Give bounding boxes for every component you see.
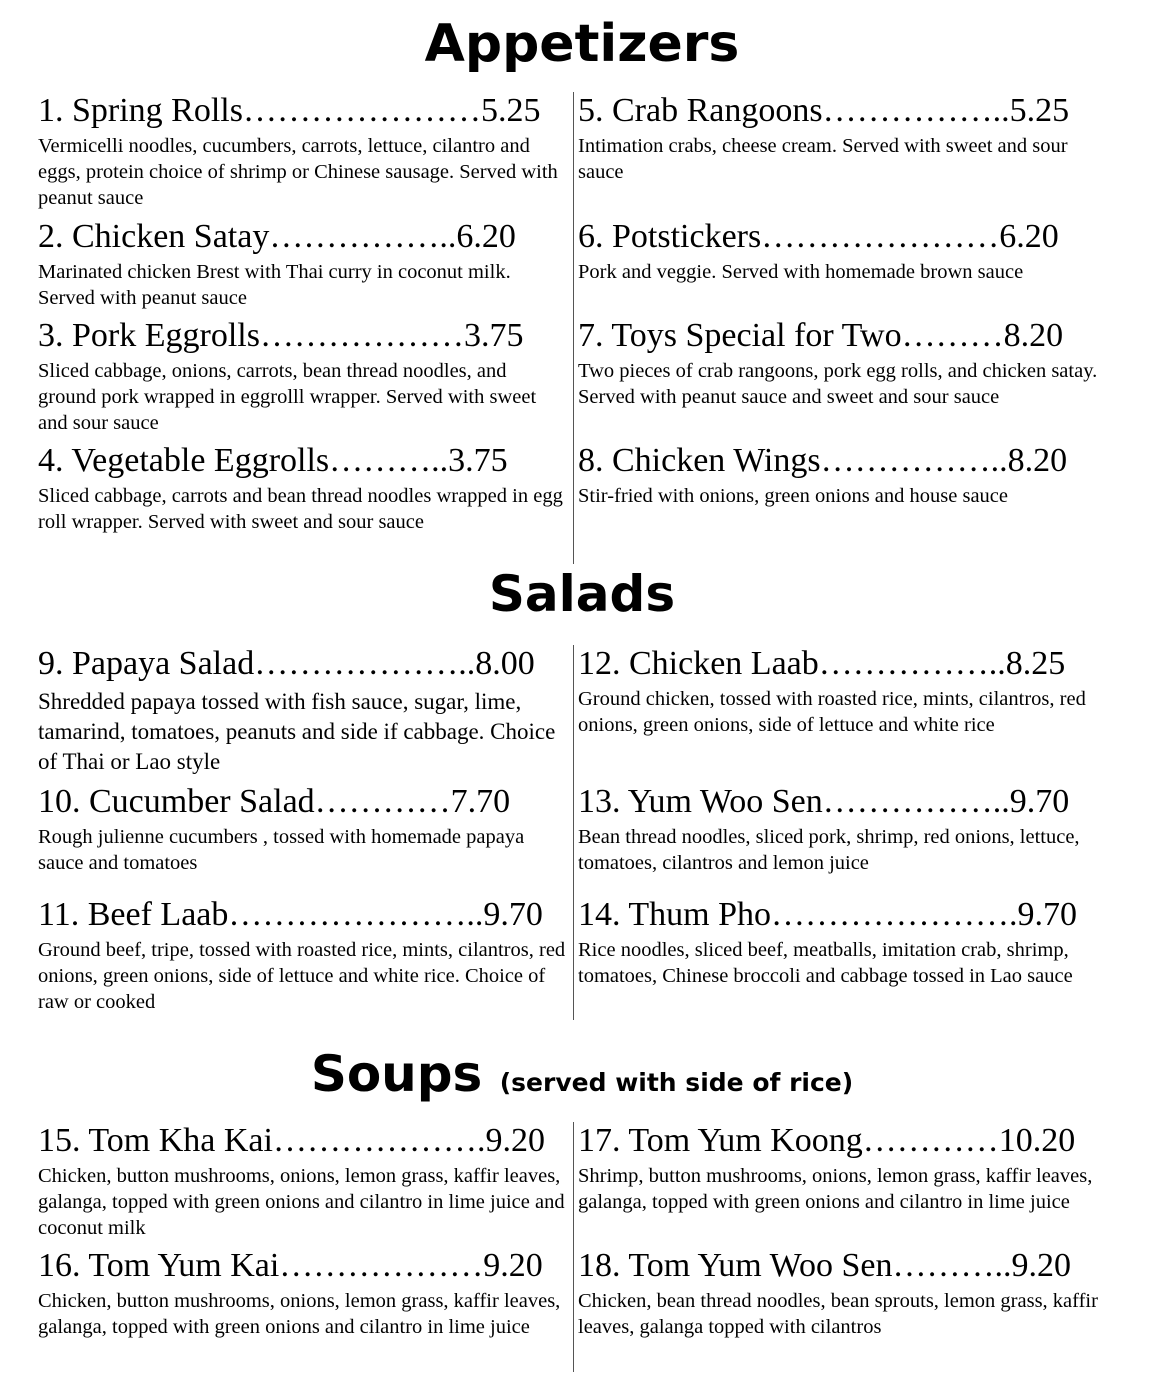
item-description: Shrimp, button mushrooms, onions, lemon grass, kaffir leaves, galanga, topped with green onions and cilantro in lime juice xyxy=(578,1165,1093,1213)
item-name: 7. Toys Special for Two………8.20 xyxy=(578,317,1064,354)
item-name: 16. Tom Yum Kai………………9.20 xyxy=(38,1247,543,1284)
item-description: Marinated chicken Brest with Thai curry in coconut milk. Served with peanut sauce xyxy=(38,261,511,309)
item-description: Bean thread noodles, sliced pork, shrimp, red onions, lettuce, tomatoes, cilantros and lemon juice xyxy=(578,826,1080,874)
item-description: Sliced cabbage, onions, carrots, bean thread noodles, and ground pork wrapped in eggrolll wrapper. Served with sweet and sour sauce xyxy=(38,360,537,434)
column-divider xyxy=(573,92,574,564)
item-description: Rice noodles, sliced beef, meatballs, imitation crab, shrimp, tomatoes, Chinese broccoli and cabbage tossed in Lao sauce xyxy=(578,939,1073,987)
soups-subtitle: (served with side of rice) xyxy=(499,1068,854,1097)
menu-item xyxy=(578,317,1108,410)
item-description: Stir-fried with onions, green onions and house sauce xyxy=(578,485,1008,507)
item-name: 11. Beef Laab…………………..9.70 xyxy=(38,896,543,933)
item-description: Ground beef, tripe, tossed with roasted rice, mints, cilantros, red onions, green onions, side of lettuce and white rice. Choice of raw or cooked xyxy=(38,939,566,1013)
item-description: Shredded papaya tossed with fish sauce, sugar, lime, tamarind, tomatoes, peanuts and side if cabbage. Choice of Thai or Lao style xyxy=(38,689,556,774)
item-name: 15. Tom Kha Kai……………….9.20 xyxy=(38,1122,545,1159)
column-divider xyxy=(573,1122,574,1372)
item-name: 13. Yum Woo Sen……………..9.70 xyxy=(578,783,1070,820)
menu-item xyxy=(578,645,1108,738)
item-name: 9. Papaya Salad………………..8.00 xyxy=(38,645,535,682)
item-name: 4. Vegetable Eggrolls………..3.75 xyxy=(38,442,508,479)
item-description: Vermicelli noodles, cucumbers, carrots, lettuce, cilantro and eggs, protein choice of shrimp or Chinese sausage. Served with peanut sauce xyxy=(38,135,558,209)
menu-item xyxy=(578,1122,1108,1215)
item-name: 3. Pork Eggrolls………………3.75 xyxy=(38,317,524,354)
menu-item xyxy=(38,645,568,777)
menu-item xyxy=(38,896,568,1015)
menu-item xyxy=(38,92,568,211)
item-name: 2. Chicken Satay……………..6.20 xyxy=(38,218,516,255)
item-name: 18. Tom Yum Woo Sen………..9.20 xyxy=(578,1247,1071,1284)
menu-item xyxy=(38,1247,568,1340)
item-name: 17. Tom Yum Koong…………10.20 xyxy=(578,1122,1076,1159)
menu-item xyxy=(578,218,1108,285)
item-description: Two pieces of crab rangoons, pork egg rolls, and chicken satay. Served with peanut sauce and sweet and sour sauce xyxy=(578,360,1098,408)
section-title-appetizers: Appetizers xyxy=(424,14,740,74)
section-title-salads: Salads xyxy=(488,565,676,623)
soups-title-text: Soups xyxy=(310,1045,483,1103)
menu-item xyxy=(38,317,568,436)
item-name: 12. Chicken Laab……………..8.25 xyxy=(578,645,1066,682)
item-description: Ground chicken, tossed with roasted rice, mints, cilantros, red onions, green onions, side of lettuce and white rice xyxy=(578,688,1086,736)
item-name: 14. Thum Pho………………….9.70 xyxy=(578,896,1078,933)
menu-item xyxy=(38,783,568,876)
item-description: Pork and veggie. Served with homemade brown sauce xyxy=(578,261,1024,283)
item-name: 6. Potstickers…………………6.20 xyxy=(578,218,1059,255)
column-divider xyxy=(573,645,574,1020)
item-name: 10. Cucumber Salad…………7.70 xyxy=(38,783,511,820)
item-name: 1. Spring Rolls…………………5.25 xyxy=(38,92,541,129)
menu-item xyxy=(38,442,568,535)
item-description: Sliced cabbage, carrots and bean thread noodles wrapped in egg roll wrapper. Served with sweet and sour sauce xyxy=(38,485,563,533)
menu-item xyxy=(578,783,1108,876)
item-description: Rough julienne cucumbers , tossed with homemade papaya sauce and tomatoes xyxy=(38,826,525,874)
menu-item xyxy=(578,92,1108,185)
item-description: Chicken, bean thread noodles, bean sprouts, lemon grass, kaffir leaves, galanga topped with cilantros xyxy=(578,1290,1098,1338)
menu-item xyxy=(578,442,1108,509)
item-description: Chicken, button mushrooms, onions, lemon grass, kaffir leaves, galanga, topped with green onions and cilantro in lime juice xyxy=(38,1290,561,1338)
section-title-soups xyxy=(0,1045,1164,1103)
item-name: 5. Crab Rangoons……………..5.25 xyxy=(578,92,1070,129)
item-name: 8. Chicken Wings……………..8.20 xyxy=(578,442,1068,479)
item-description: Chicken, button mushrooms, onions, lemon grass, kaffir leaves, galanga, topped with green onions and cilantro in lime juice and coconut milk xyxy=(38,1165,565,1239)
menu-item xyxy=(578,1247,1108,1340)
menu-item xyxy=(38,218,568,311)
menu-item xyxy=(578,896,1108,989)
menu-item xyxy=(38,1122,568,1241)
item-description: Intimation crabs, cheese cream. Served with sweet and sour sauce xyxy=(578,135,1068,183)
